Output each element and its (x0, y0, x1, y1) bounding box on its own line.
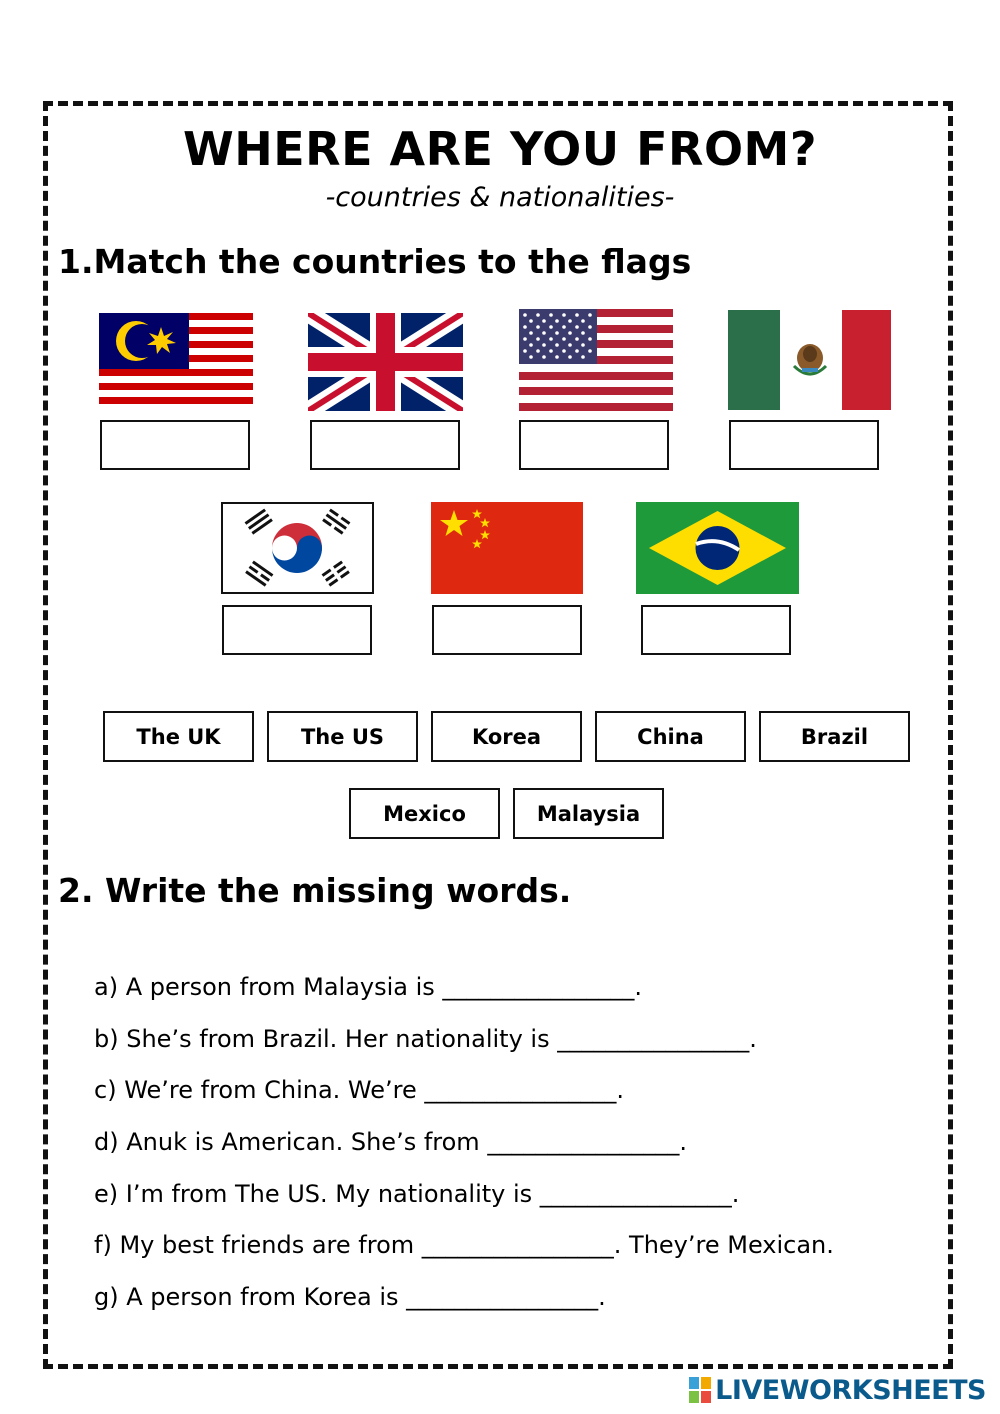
section-2-heading: 2. Write the missing words. (58, 871, 572, 910)
answer-box-uk-flag[interactable] (310, 420, 460, 470)
word-card[interactable]: China (595, 711, 746, 762)
word-card[interactable]: The US (267, 711, 418, 762)
liveworksheets-logo-icon (689, 1377, 711, 1403)
word-card[interactable]: The UK (103, 711, 254, 762)
china-flag-icon (431, 502, 583, 594)
answer-box-china-flag[interactable] (432, 605, 582, 655)
sentence-a[interactable]: a) A person from Malaysia is ________________. (94, 973, 643, 1001)
sentence-c[interactable]: c) We’re from China. We’re ________________. (94, 1076, 625, 1104)
section-1-heading: 1.Match the countries to the flags (58, 242, 692, 281)
word-card[interactable]: Malaysia (513, 788, 664, 839)
mexico-flag-icon (728, 310, 891, 410)
worksheet-title: WHERE ARE YOU FROM? (182, 122, 818, 176)
sentence-g[interactable]: g) A person from Korea is ________________. (94, 1283, 606, 1311)
answer-box-mexico-flag[interactable] (729, 420, 879, 470)
sentence-e[interactable]: e) I’m from The US. My nationality is ________________. (94, 1180, 740, 1208)
word-card[interactable]: Brazil (759, 711, 910, 762)
word-card[interactable]: Mexico (349, 788, 500, 839)
answer-box-brazil-flag[interactable] (641, 605, 791, 655)
korea-flag-icon (221, 502, 374, 594)
us-flag-icon (519, 309, 673, 411)
answer-box-korea-flag[interactable] (222, 605, 372, 655)
answer-box-us-flag[interactable] (519, 420, 669, 470)
liveworksheets-logo (689, 1374, 986, 1406)
answer-box-malaysia-flag[interactable] (100, 420, 250, 470)
word-card[interactable]: Korea (431, 711, 582, 762)
sentence-b[interactable]: b) She’s from Brazil. Her nationality is ________________. (94, 1025, 757, 1053)
worksheet-subtitle: -countries & nationalities- (325, 182, 675, 213)
malaysia-flag-icon (99, 313, 253, 410)
sentence-d[interactable]: d) Anuk is American. She’s from ________________. (94, 1128, 687, 1156)
liveworksheets-brand: LIVEWORKSHEETS (715, 1374, 986, 1406)
brazil-flag-icon (636, 502, 799, 594)
sentence-f[interactable]: f) My best friends are from ________________. They’re Mexican. (94, 1231, 834, 1259)
uk-flag-icon (308, 313, 463, 411)
